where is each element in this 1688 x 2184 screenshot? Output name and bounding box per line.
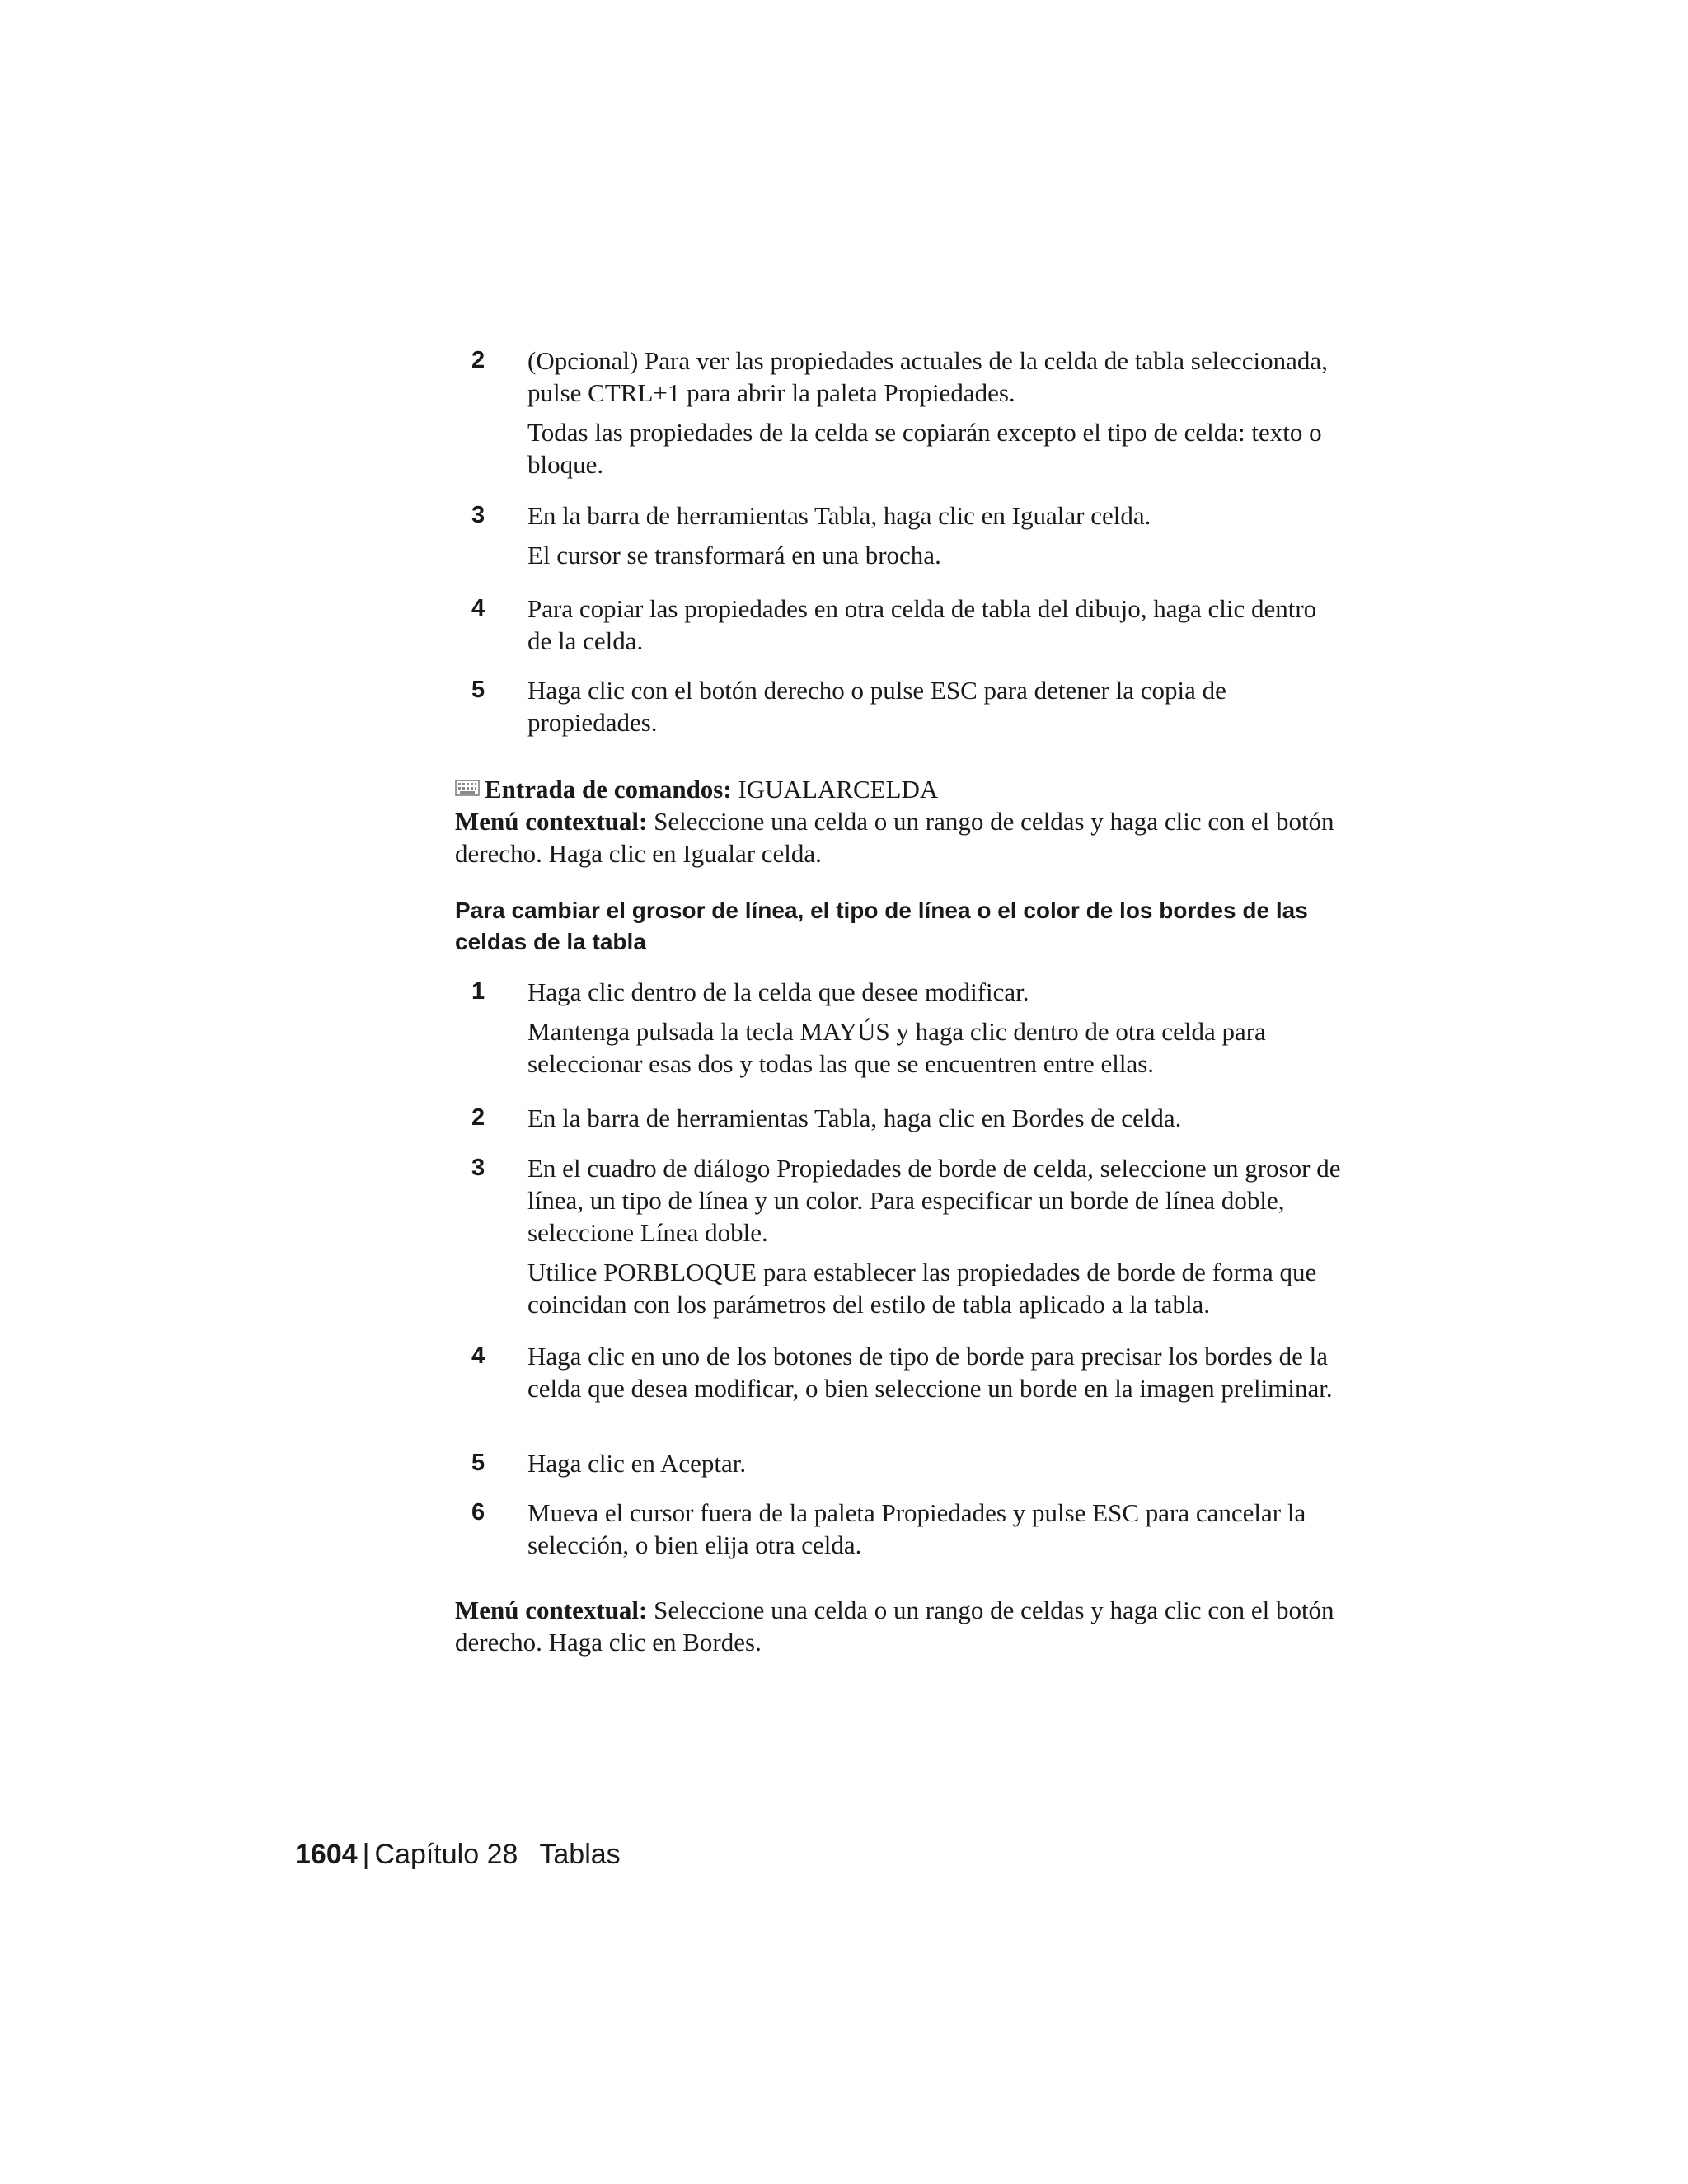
context-menu-label: Menú contextual: <box>455 807 648 836</box>
step-number: 1 <box>471 978 485 1005</box>
step-note: Todas las propiedades de la celda se copiarán excepto el tipo de celda: texto o bloque. <box>528 418 1322 479</box>
step-number: 4 <box>471 1343 485 1369</box>
chapter-label: Capítulo 28 <box>374 1839 518 1870</box>
step-text: En la barra de herramientas Tabla, haga clic en Igualar celda. <box>528 501 1151 530</box>
list-item <box>471 1447 1345 1479</box>
step-text: Haga clic con el botón derecho o pulse ESC para detener la copia de propiedades. <box>528 676 1226 737</box>
step-text: Haga clic en uno de los botones de tipo de borde para precisar los bordes de la celda que desea modificar, o bien seleccione un borde en la imagen preliminar. <box>528 1342 1333 1403</box>
step-number: 2 <box>471 347 485 373</box>
step-number: 2 <box>471 1104 485 1131</box>
page-number: 1604 <box>295 1839 358 1870</box>
step-note: Mantenga pulsada la tecla MAYÚS y haga clic dentro de otra celda para seleccionar esas dos y todas las que se encuentren entre ellas. <box>528 1017 1266 1078</box>
step-text: Para copiar las propiedades en otra celda de tabla del dibujo, haga clic dentro de la celda. <box>528 594 1317 655</box>
step-number: 5 <box>471 1450 485 1476</box>
procedure-heading: Para cambiar el grosor de línea, el tipo de línea o el color de los bordes de las celdas de la tabla <box>455 898 1308 954</box>
list-item <box>471 1152 1345 1320</box>
step-number: 3 <box>471 1155 485 1181</box>
step-number: 5 <box>471 677 485 703</box>
step-text: En la barra de herramientas Tabla, haga clic en Bordes de celda. <box>528 1104 1182 1132</box>
step-text: Mueva el cursor fuera de la paleta Propiedades y pulse ESC para cancelar la selección, o bien elija otra celda. <box>528 1498 1306 1559</box>
page-footer <box>295 1836 621 1872</box>
command-entry-value: IGUALARCELDA <box>738 775 939 804</box>
step-number: 3 <box>471 502 485 528</box>
list-item <box>471 499 1345 571</box>
context-menu-note <box>455 1594 1353 1658</box>
context-menu-label: Menú contextual: <box>455 1596 648 1624</box>
context-menu-note <box>455 805 1353 869</box>
list-item <box>471 1497 1345 1561</box>
list-item <box>471 1102 1345 1134</box>
footer-separator: | <box>362 1839 370 1870</box>
keyboard-icon <box>455 780 480 796</box>
step-text: En el cuadro de diálogo Propiedades de borde de celda, seleccione un grosor de línea, un tipo de línea y un color. Para especificar un borde de línea doble, seleccione Línea doble. <box>528 1154 1341 1247</box>
step-number: 6 <box>471 1499 485 1526</box>
list-item <box>471 344 1345 480</box>
step-text: (Opcional) Para ver las propiedades actuales de la celda de tabla seleccionada, pulse CTRL+1 para abrir la paleta Propiedades. <box>528 346 1328 407</box>
list-item <box>471 1340 1345 1404</box>
step-note: Utilice PORBLOQUE para establecer las propiedades de borde de forma que coincidan con los parámetros del estilo de tabla aplicado a la tabla. <box>528 1258 1317 1319</box>
step-text: Haga clic dentro de la celda que desee modificar. <box>528 977 1029 1006</box>
step-number: 4 <box>471 595 485 621</box>
command-entry <box>455 773 1353 805</box>
chapter-title: Tablas <box>539 1839 621 1870</box>
list-item <box>471 976 1345 1080</box>
command-info <box>455 773 1353 869</box>
list-item <box>471 674 1345 738</box>
step-text: Haga clic en Aceptar. <box>528 1449 747 1478</box>
context-menu-text: Seleccione una celda o un rango de celdas y haga clic con el botón derecho. Haga clic en Bordes. <box>455 1596 1334 1657</box>
context-menu-text: Seleccione una celda o un rango de celdas y haga clic con el botón derecho. Haga clic en Igualar celda. <box>455 807 1334 868</box>
list-item <box>471 593 1345 657</box>
step-note: El cursor se transformará en una brocha. <box>528 541 941 569</box>
command-entry-label: Entrada de comandos: <box>485 775 732 804</box>
